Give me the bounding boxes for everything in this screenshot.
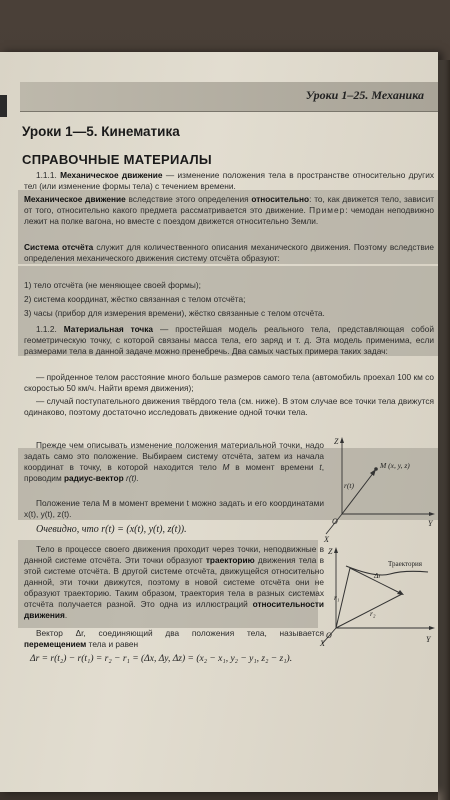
example-1: — пройденное телом расстояние много больше размеров самого тела (автомобиль проехал 100 км со скоростью 50 км/ч. Найти время движения); (24, 372, 434, 393)
radius-vector-arrow (342, 472, 374, 514)
label-o: O (332, 517, 338, 526)
label-x: X (324, 535, 329, 544)
running-title: Уроки 1–25. Механика (305, 88, 424, 102)
formula-position: Очевидно, что r(t) = (x(t), y(t), z(t)). (36, 524, 187, 535)
label-r1: r₁ (334, 593, 340, 602)
paragraph-material-point: 1.1.2. Материальная точка — простейшая модель реального тела, представляющая собой геометрическую точку, с которой связаны масса тела, его заряд и т. д. Эта модель применима, если размерами тела в данной задаче можно пренебречь. Два самых частых примера таких задач: (24, 324, 434, 356)
label-dr: Δr (374, 571, 382, 580)
label-vector: r(t) (344, 481, 354, 490)
lesson-title: Уроки 1—5. Кинематика (22, 124, 180, 139)
list-item: 2) система координат, жёстко связанная с телом отсчёта; (24, 294, 246, 304)
formula-displacement: Δr = r(t₂) − r(t₁) = r₂ − r₁ = (Δx, Δy, Δz) = (x₂ − x₁, y₂ − y₁, z₂ − z₁). (30, 654, 293, 664)
page-edge (438, 60, 450, 800)
paragraph-mech-motion: 1.1.1. Механическое движение — изменение положения тела в пространстве относительно других тел (или изменение формы тела) с течением времени. (24, 170, 434, 191)
label-z: Z (328, 547, 333, 556)
example-2: — случай поступательного движения твёрдого тела (см. ниже). В этом случае все точки тела движутся одинаково, поэтому достаточно исследовать движение одной точки тела. (24, 396, 434, 417)
figure-trajectory (316, 544, 438, 648)
paragraph-reference-frame: Система отсчёта служит для количественного описания механического движения. Поэтому вследствие определения механического движения систему отсчёта образуют: (24, 242, 434, 263)
paragraph-displacement: Вектор Δr, соединяющий два положения тела, называется перемещением тела и равен (24, 628, 324, 649)
label-r2: r₂ (370, 609, 376, 618)
paragraph-radius-vector: Прежде чем описывать изменение положения материальной точки, надо задать само это положение. Выбираем систему отсчёта, затем из начала координат в точку, в которой находится тело M в момент времени t, проводим радиус-вектор r(t). (24, 440, 324, 483)
label-x: X (320, 639, 325, 648)
list-item: 3) часы (прибор для измерения времени), жёстко связанные с телом отсчёта. (24, 308, 325, 318)
figure-radius-vector (320, 434, 438, 544)
label-z: Z (334, 437, 339, 446)
label-y: Y (428, 519, 433, 528)
label-y: Y (426, 635, 431, 644)
r2-vector (336, 594, 402, 628)
paragraph-trajectory: Тело в процессе своего движения проходит через точки, неподвижные в данной системе отсчёта. Эти точки образуют траекторию движения тела в этой системе отсчёта. В другой системе отсчёта, движущейся относительно данной, эти точки движутся, поэтому в новой системе отсчёта они не образуют траекторию. Таким образом, траектория тела в разных системах отсчёта получается разной. Это одна из иллюстраций относительности движения. (24, 544, 324, 620)
point-m (374, 467, 378, 471)
label-trajectory: Траектория (388, 560, 422, 568)
paragraph-coordinates: Положение тела M в момент времени t можно задать и его координатами x(t), y(t), z(t). (24, 498, 324, 519)
running-header (20, 82, 438, 112)
paragraph-relativity: Механическое движение вследствие этого определения относительно: то, как движется тело, зависит от того, относительно какого предмета рассматривается это движение. Пример: чемодан неподвижно лежит на полке вагона, но вместе с поездом движется относительно Земли. (24, 194, 435, 226)
label-point: M (x, y, z) (380, 461, 410, 470)
page-marker (0, 95, 7, 117)
section-title: СПРАВОЧНЫЕ МАТЕРИАЛЫ (22, 152, 212, 167)
label-o: O (326, 631, 332, 640)
list-item: 1) тело отсчёта (не меняющее своей формы); (24, 280, 201, 290)
